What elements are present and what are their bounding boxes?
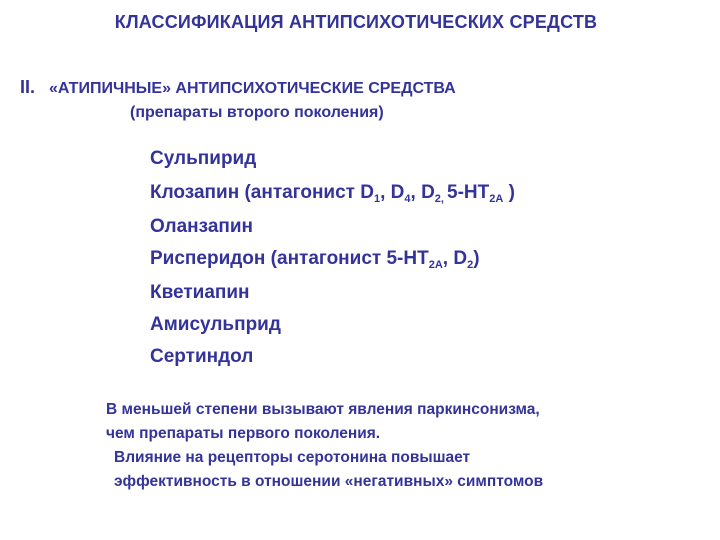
drug-name: Кветиапин	[150, 282, 250, 303]
note-line: В меньшей степени вызывают явления паркинсонизма,	[106, 401, 540, 418]
drug-text: , D	[442, 248, 468, 269]
subscript: 1	[373, 193, 381, 205]
drug-name: Рисперидон (антагонист 5-НТ	[150, 248, 429, 269]
drug-item-amisulpride	[150, 314, 515, 346]
note-line: эффективность в отношении «негативных» симптомов	[114, 473, 544, 490]
drug-list	[150, 148, 515, 378]
subscript: 4	[404, 193, 411, 205]
drug-item-risperidone	[150, 248, 515, 282]
drug-item-olanzapine	[150, 216, 515, 248]
drug-item-sertindole	[150, 346, 515, 378]
drug-item-sulpiride	[150, 148, 515, 182]
subscript: 2А	[428, 259, 443, 271]
drug-text: )	[473, 248, 480, 269]
note-line: Влияние на рецепторы серотонина повышает	[114, 449, 471, 466]
subscript: 2	[467, 259, 474, 271]
drug-item-quetiapine	[150, 282, 515, 314]
drug-name: Сертиндол	[150, 346, 254, 367]
drug-name: Оланзапин	[150, 216, 254, 237]
drug-text: 5-НТ	[447, 182, 490, 203]
section-heading-text: «АТИПИЧНЫЕ» АНТИПСИХОТИЧЕСКИЕ СРЕДСТВА	[49, 80, 456, 97]
drug-item-clozapine	[150, 182, 515, 216]
drug-text: , D	[410, 182, 435, 203]
drug-text: )	[503, 182, 515, 203]
drug-text: , D	[380, 182, 405, 203]
section-heading	[20, 77, 456, 98]
note-line: чем препараты первого поколения.	[106, 425, 381, 442]
drug-name: Сульпирид	[150, 148, 257, 169]
drug-name: Амисульприд	[150, 314, 281, 335]
section-numeral: II.	[20, 77, 36, 97]
drug-name: Клозапин (антагонист D	[150, 182, 374, 203]
subscript: 2,	[434, 193, 448, 205]
note-block	[106, 398, 543, 494]
section-subheading: (препараты второго поколения)	[130, 104, 384, 121]
subscript: 2А	[489, 193, 504, 205]
slide-title: КЛАССИФИКАЦИЯ АНТИПСИХОТИЧЕСКИХ СРЕДСТВ	[114, 12, 598, 32]
